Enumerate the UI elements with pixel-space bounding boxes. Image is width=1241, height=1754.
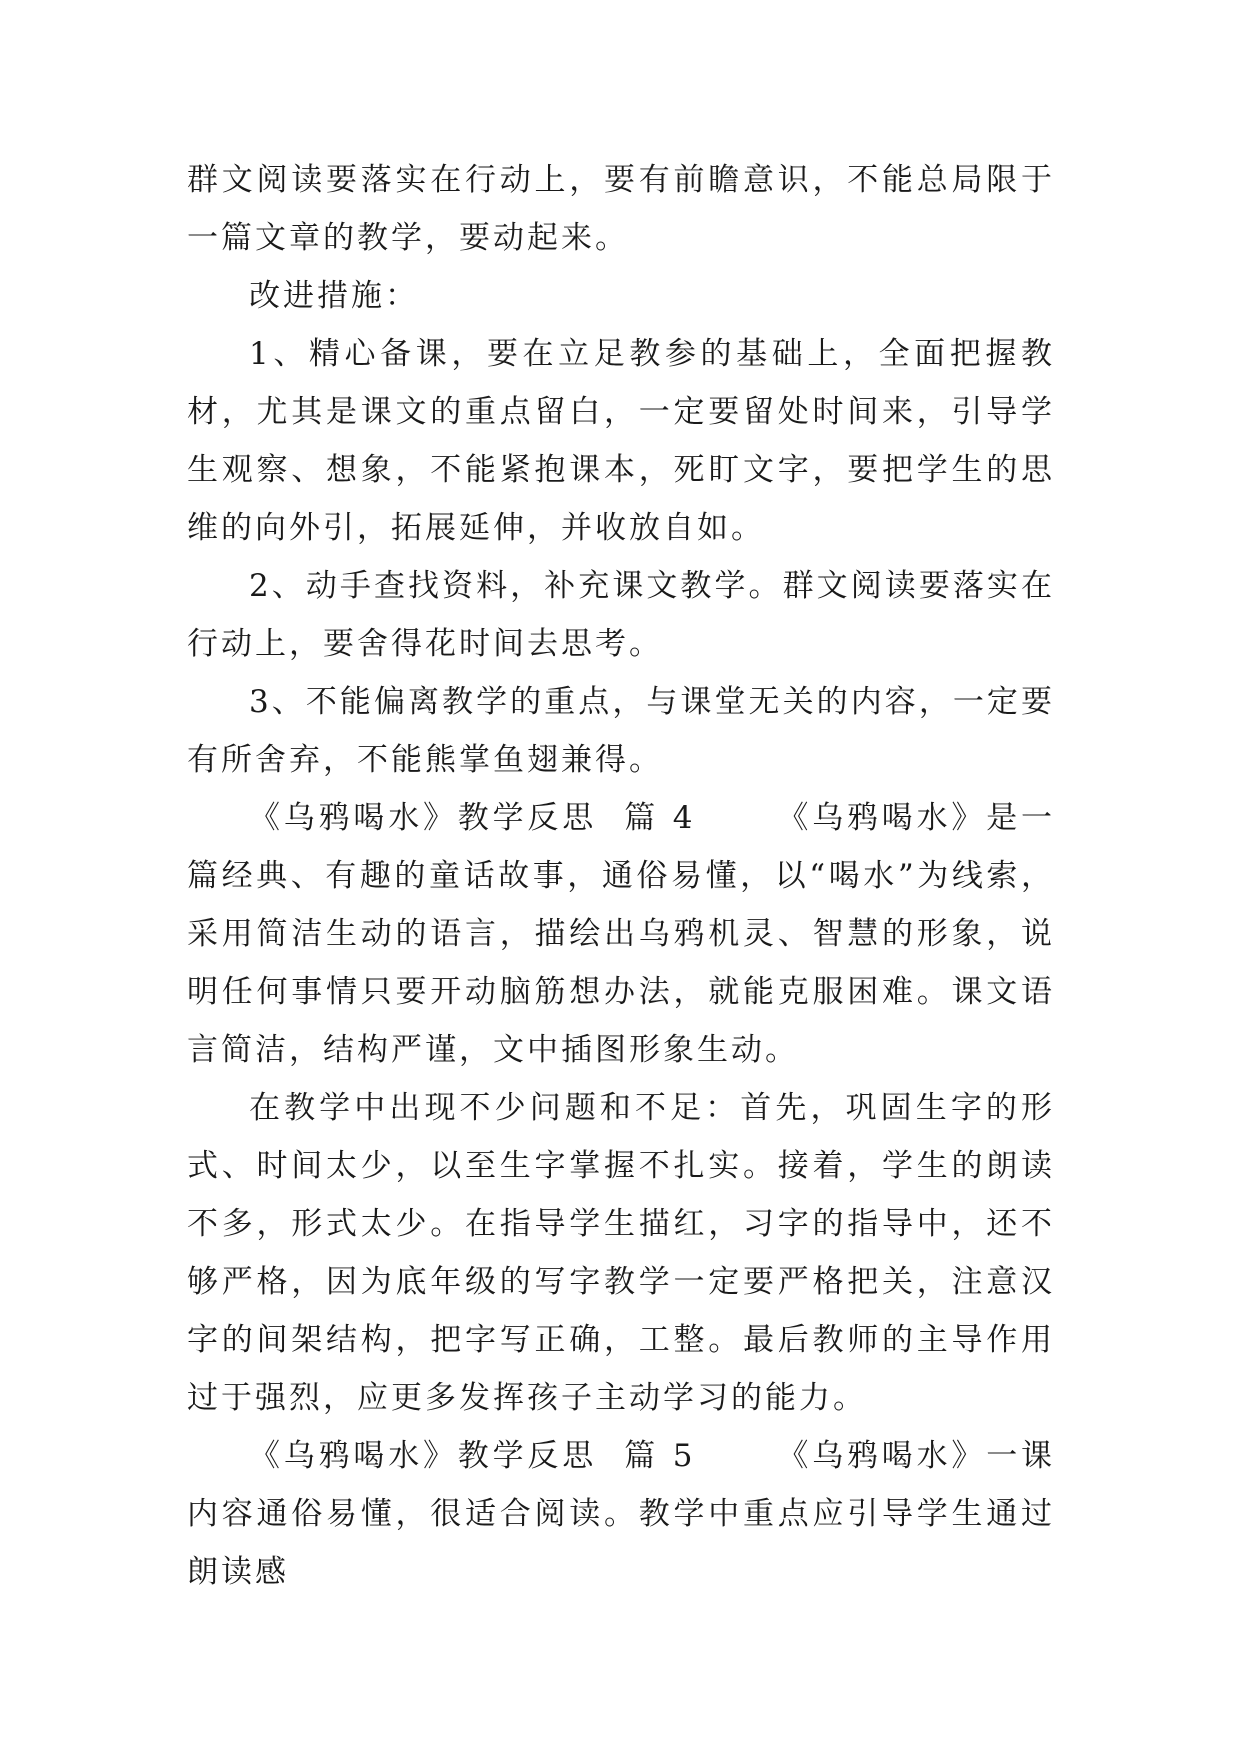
section-5-heading: 《乌鸦喝水》教学反思 篇 5 — [249, 1438, 696, 1474]
paragraph-section-4-problems: 在教学中出现不少问题和不足：首先，巩固生字的形式、时间太少，以至生字掌握不扎实。接着，学生的朗读不多，形式太少。在指导学生描红，习字的指导中，还不够严格，因为底年级的写字教学一定要严格把关，注意汉字的间架结构，把字写正确，工整。最后教师的主导作用过于强烈，应更多发挥孩子主动学习的能力。 — [187, 1090, 1055, 1416]
section-4-body: 《乌鸦喝水》是一篇经典、有趣的童话故事，通俗易懂，以“喝水”为线索，采用简洁生动的语言，描绘出乌鸦机灵、智慧的形象，说明任何事情只要开动脑筋想办法，就能克服困难。课文语言简洁，结构严谨，文中插图形象生动。 — [187, 800, 1055, 1068]
paragraph-improvement-heading: 改进措施： — [249, 278, 419, 314]
paragraph-measure-3: 3、不能偏离教学的重点，与课堂无关的内容，一定要有所舍弃，不能熊掌鱼翅兼得。 — [187, 684, 1055, 778]
section-5-gap — [695, 1438, 777, 1474]
section-5-body: 《乌鸦喝水》一课内容通俗易懂，很适合阅读。教学中重点应引导学生通过朗读感 — [187, 1438, 1055, 1590]
document-body — [187, 151, 1055, 1601]
paragraph-measure-2: 2、动手查找资料，补充课文教学。群文阅读要落实在行动上，要舍得花时间去思考。 — [187, 568, 1055, 662]
section-4-gap — [695, 800, 777, 836]
paragraph-section-5 — [187, 1427, 1055, 1601]
paragraph-section-4 — [187, 789, 1055, 1079]
paragraph-measure-1: 1、精心备课，要在立足教参的基础上，全面把握教材，尤其是课文的重点留白，一定要留处时间来，引导学生观察、想象，不能紧抱课本，死盯文字，要把学生的思维的向外引，拓展延伸，并收放自如。 — [187, 336, 1055, 546]
paragraph-group-reading: 群文阅读要落实在行动上，要有前瞻意识，不能总局限于一篇文章的教学，要动起来。 — [187, 162, 1055, 256]
section-4-heading: 《乌鸦喝水》教学反思 篇 4 — [249, 800, 696, 836]
